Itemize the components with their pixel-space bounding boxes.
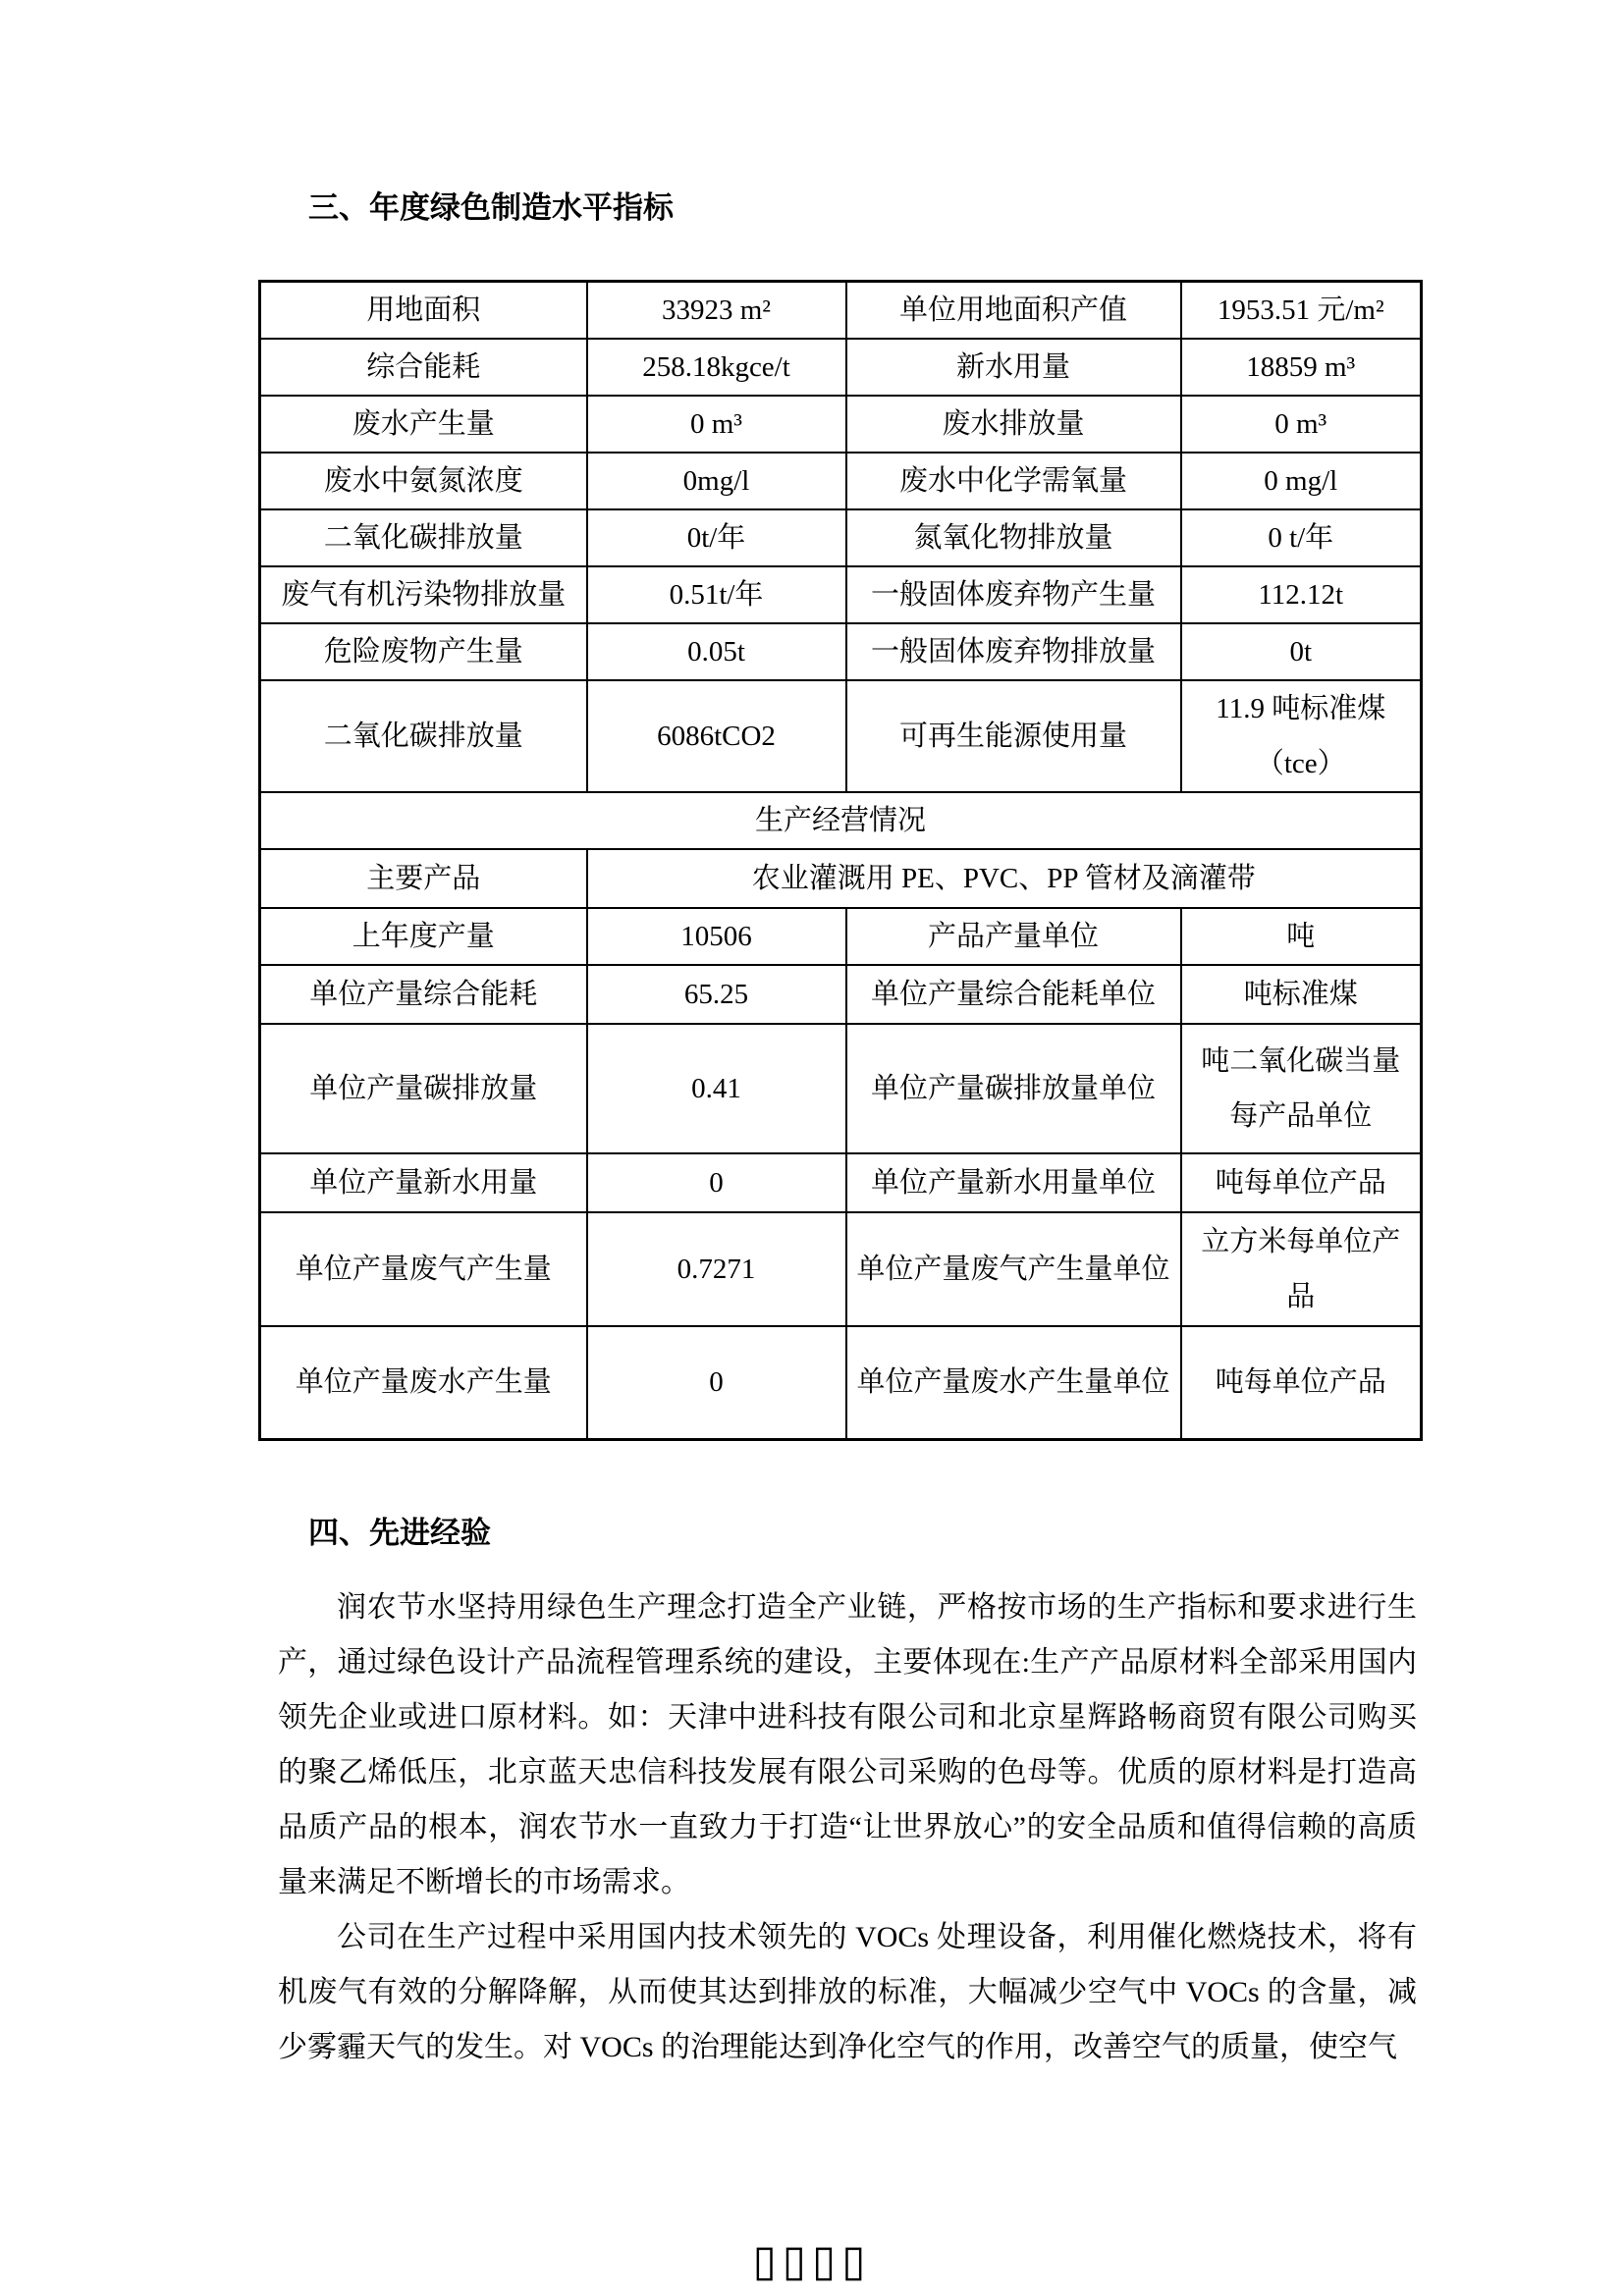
section-3-heading: 三、年度绿色制造水平指标: [308, 190, 674, 225]
cell-label: 二氧化碳排放量: [260, 680, 587, 792]
cell-label: 废水产生量: [260, 396, 587, 453]
cell-label: 单位用地面积产值: [846, 282, 1181, 340]
cell-label: 综合能耗: [260, 339, 587, 396]
cell-value: 吨二氧化碳当量每产品单位: [1181, 1024, 1422, 1153]
cell-label: 危险废物产生量: [260, 623, 587, 680]
table-row: [260, 965, 1422, 1024]
cell-value: 33923 m²: [587, 282, 846, 340]
paragraph-1: 润农节水坚持用绿色生产理念打造全产业链，严格按市场的生产指标和要求进行生产，通过绿色设计产品流程管理系统的建设，主要体现在:生产产品原材料全部采用国内领先企业或进口原材料。如：天津中进科技有限公司和北京星辉路畅商贸有限公司购买的聚乙烯低压，北京蓝天忠信科技发展有限公司采购的色母等。优质的原材料是打造高品质产品的根本，润农节水一直致力于打造“让世界放心”的安全品质和值得信赖的高质量来满足不断增长的市场需求。: [278, 1591, 1417, 1898]
cell-label: 氮氧化物排放量: [846, 509, 1181, 566]
cell-value: 0t: [1181, 623, 1422, 680]
cell-value: 0 mg/l: [1181, 453, 1422, 509]
cell-value: 农业灌溉用 PE、PVC、PP 管材及滴灌带: [587, 849, 1422, 908]
cell-value: 立方米每单位产品: [1181, 1212, 1422, 1326]
cell-value: 18859 m³: [1181, 339, 1422, 396]
footer-missing-glyphs: ▯▯▯▯: [752, 2236, 872, 2286]
cell-label: 单位产量新水用量: [260, 1153, 587, 1212]
cell-label: 单位产量综合能耗单位: [846, 965, 1181, 1024]
cell-label: 单位产量综合能耗: [260, 965, 587, 1024]
cell-label: 单位产量废水产生量单位: [846, 1326, 1181, 1439]
cell-label: 可再生能源使用量: [846, 680, 1181, 792]
cell-value: 0 m³: [587, 396, 846, 453]
cell-value: 0 t/年: [1181, 509, 1422, 566]
cell-value: 0mg/l: [587, 453, 846, 509]
cell-label: 一般固体废弃物产生量: [846, 566, 1181, 623]
paragraph-2: 公司在生产过程中采用国内技术领先的 VOCs 处理设备，利用催化燃烧技术，将有机废气有效的分解降解，从而使其达到排放的标准，大幅减少空气中 VOCs 的含量，减少雾霾天气的发生。对 VOCs 的治理能达到净化空气的作用，改善空气的质量，使空气: [278, 1921, 1417, 2063]
cell-label: 单位产量废水产生量: [260, 1326, 587, 1439]
table-row: [260, 282, 1422, 340]
cell-label: 新水用量: [846, 339, 1181, 396]
cell-value: 吨: [1181, 908, 1422, 965]
section-title-cell: 生产经营情况: [260, 792, 1422, 849]
cell-value: 1953.51 元/m²: [1181, 282, 1422, 340]
section-4-heading: 四、先进经验: [308, 1516, 491, 1550]
table-row: [260, 509, 1422, 566]
cell-value: 0.05t: [587, 623, 846, 680]
cell-label: 二氧化碳排放量: [260, 509, 587, 566]
body-text-block: [278, 1580, 1417, 2075]
table-row: [260, 1326, 1422, 1439]
cell-value: 吨每单位产品: [1181, 1153, 1422, 1212]
table-row: [260, 566, 1422, 623]
table-row: [260, 908, 1422, 965]
cell-value: 吨每单位产品: [1181, 1326, 1422, 1439]
cell-label: 废水中化学需氧量: [846, 453, 1181, 509]
cell-value: 0t/年: [587, 509, 846, 566]
cell-label: 主要产品: [260, 849, 587, 908]
cell-value: 0.51t/年: [587, 566, 846, 623]
cell-label: 单位产量废气产生量: [260, 1212, 587, 1326]
table-row: [260, 849, 1422, 908]
cell-label: 废气有机污染物排放量: [260, 566, 587, 623]
cell-label: 废水中氨氮浓度: [260, 453, 587, 509]
cell-value: 0: [587, 1153, 846, 1212]
cell-label: 产品产量单位: [846, 908, 1181, 965]
table-row: [260, 680, 1422, 792]
table-row: [260, 1024, 1422, 1153]
cell-value: 11.9 吨标准煤（tce）: [1181, 680, 1422, 792]
table-section-row: [260, 792, 1422, 849]
cell-label: 单位产量废气产生量单位: [846, 1212, 1181, 1326]
cell-value: 10506: [587, 908, 846, 965]
cell-label: 上年度产量: [260, 908, 587, 965]
table-row: [260, 1153, 1422, 1212]
cell-value: 6086tCO2: [587, 680, 846, 792]
table-row: [260, 396, 1422, 453]
cell-label: 一般固体废弃物排放量: [846, 623, 1181, 680]
cell-label: 单位产量碳排放量: [260, 1024, 587, 1153]
table-row: [260, 1212, 1422, 1326]
cell-label: 用地面积: [260, 282, 587, 340]
table-row: [260, 453, 1422, 509]
cell-value: 258.18kgce/t: [587, 339, 846, 396]
cell-label: 单位产量新水用量单位: [846, 1153, 1181, 1212]
cell-value: 吨标准煤: [1181, 965, 1422, 1024]
cell-value: 0 m³: [1181, 396, 1422, 453]
cell-value: 0.7271: [587, 1212, 846, 1326]
table-row: [260, 339, 1422, 396]
cell-value: 0.41: [587, 1024, 846, 1153]
cell-value: 112.12t: [1181, 566, 1422, 623]
cell-value: 65.25: [587, 965, 846, 1024]
cell-label: 废水排放量: [846, 396, 1181, 453]
table-row: [260, 623, 1422, 680]
cell-value: 0: [587, 1326, 846, 1439]
green-manufacturing-indicators-table: [258, 280, 1423, 1441]
cell-label: 单位产量碳排放量单位: [846, 1024, 1181, 1153]
